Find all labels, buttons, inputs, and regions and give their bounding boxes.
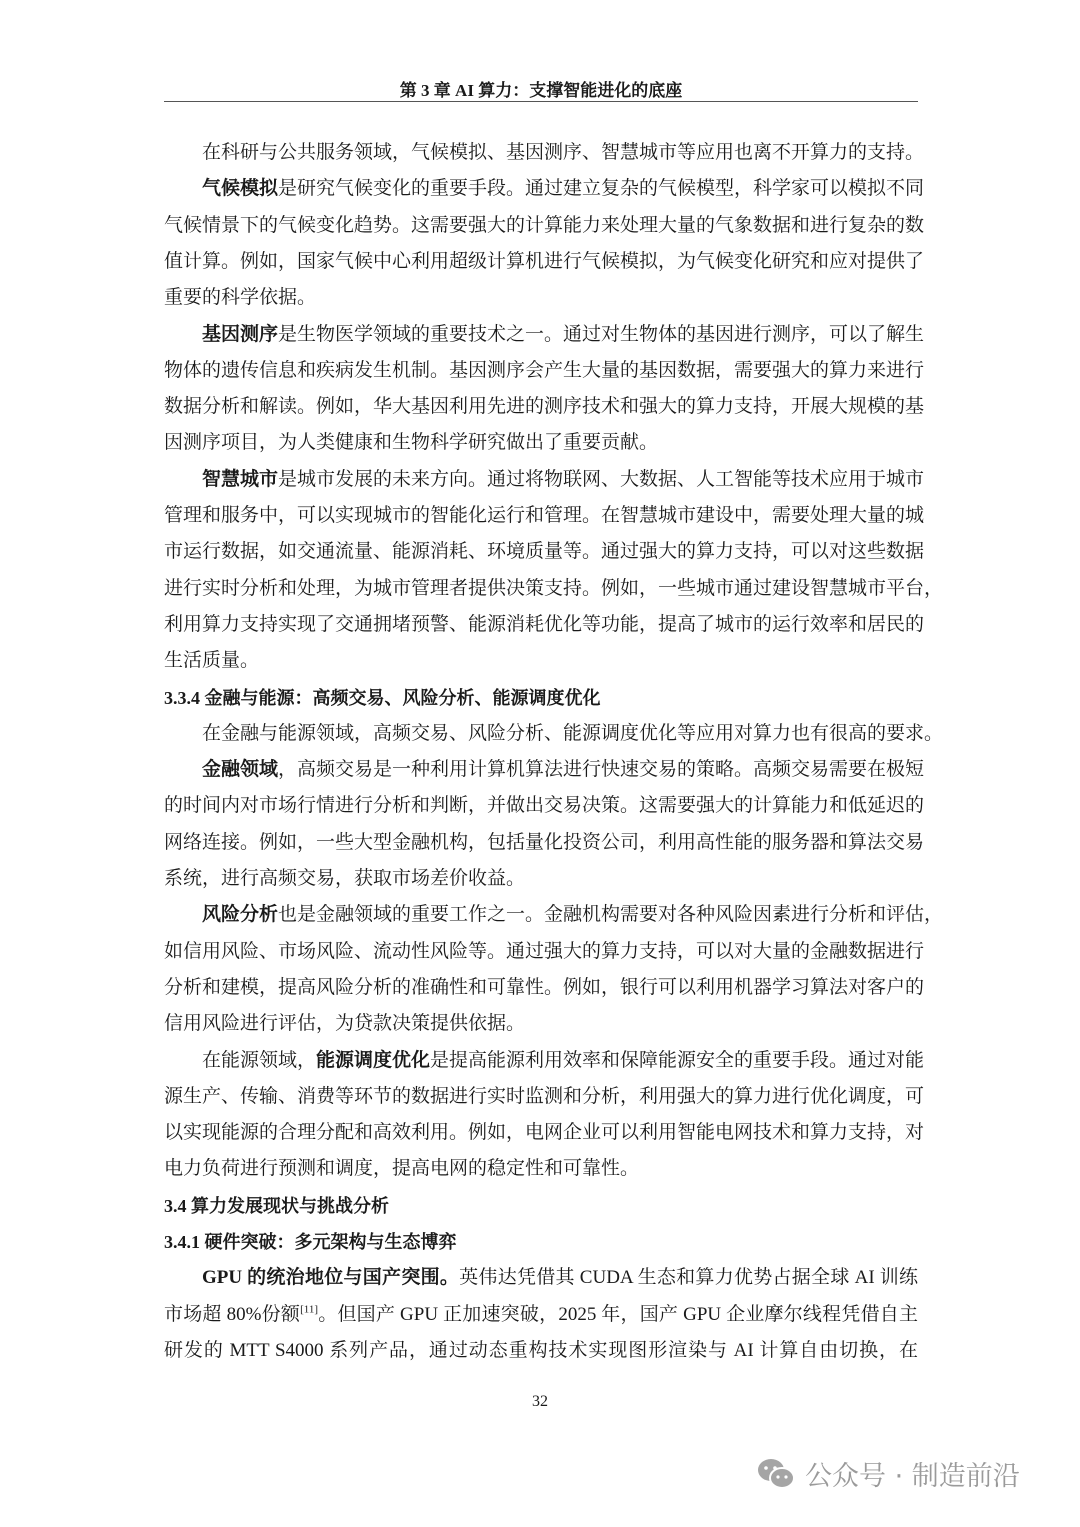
text-line <box>164 577 944 601</box>
text-line <box>202 903 944 927</box>
text-line <box>164 976 925 1000</box>
text-segment: 源生产、传输、消费等环节的数据进行实时监测和分析，利用强大的算力进行优化调度，可 <box>164 1085 925 1107</box>
text-segment: 。但国产 GPU 正加速突破，2025 年，国产 GPU 企业摩尔线程凭借自主 <box>318 1303 919 1325</box>
text-segment: 研发的 MTT S4000 系列产品，通过动态重构技术实现图形渲染与 AI 计算自由切换，在 <box>164 1339 918 1361</box>
text-line <box>164 286 918 310</box>
text-segment: 市运行数据，如交通流量、能源消耗、环境质量等。通过强大的算力支持，可以对这些数据 <box>164 541 925 563</box>
text-line <box>164 359 925 383</box>
text-segment: 在能源领域， <box>202 1049 317 1071</box>
header-rule <box>164 101 918 102</box>
text-line <box>164 831 925 855</box>
text-segment: 生活质量。 <box>164 650 260 672</box>
text-line <box>202 141 925 165</box>
section-heading <box>164 1230 918 1254</box>
text-line <box>202 722 944 746</box>
watermark-text: 公众号 · 制造前沿 <box>805 1461 1020 1492</box>
text-line <box>164 504 925 528</box>
text-segment: 是城市发展的未来方向。通过将物联网、大数据、人工智能等技术应用于城市 <box>278 468 925 490</box>
text-segment: 网络连接。例如，一些大型金融机构，包括量化投资公司，利用高性能的服务器和算法交易 <box>164 831 925 853</box>
text-line <box>202 758 925 782</box>
text-line <box>164 1339 918 1363</box>
text-segment: 英伟达凭借其 CUDA 生态和算力优势占据全球 AI 训练 <box>459 1267 918 1289</box>
text-segment: 气候情景下的气候变化趋势。这需要强大的计算能力来处理大量的气象数据和进行复杂的数 <box>164 214 925 236</box>
text-segment: 电力负荷进行预测和调度，提高电网的稳定性和可靠性。 <box>164 1158 640 1180</box>
text-line <box>202 1049 925 1073</box>
bold-term: 风险分析 <box>202 904 279 926</box>
text-line <box>164 214 925 238</box>
section-heading <box>164 686 918 710</box>
text-segment: 是生物医学领域的重要技术之一。通过对生物体的基因进行测序，可以了解生 <box>278 323 925 345</box>
wechat-icon <box>757 1458 795 1490</box>
text-line <box>164 794 925 818</box>
text-segment: 如信用风险、市场风险、流动性风险等。通过强大的算力支持，可以对大量的金融数据进行 <box>164 940 925 962</box>
text-segment: 物体的遗传信息和疾病发生机制。基因测序会产生大量的基因数据，需要强大的算力来进行 <box>164 359 925 381</box>
text-line <box>164 940 925 964</box>
section-heading <box>164 1194 918 1218</box>
text-line <box>164 540 925 564</box>
text-line <box>164 250 925 274</box>
text-segment: 数据分析和解读。例如，华大基因利用先进的测序技术和强大的算力支持，开展大规模的基 <box>164 396 925 418</box>
watermark <box>757 1454 1020 1493</box>
text-segment: 利用算力支持实现了交通拥堵预警、能源消耗优化等功能，提高了城市的运行效率和居民的 <box>164 613 925 635</box>
text-segment: 系统，进行高频交易，获取市场差价收益。 <box>164 868 526 889</box>
text-line <box>164 613 925 637</box>
text-line <box>164 395 925 419</box>
bold-term: 金融领域 <box>202 759 279 781</box>
text-segment: 在金融与能源领域，高频交易、风险分析、能源调度优化等应用对算力也有很高的要求。 <box>202 722 944 744</box>
text-line <box>164 1157 918 1181</box>
text-line <box>202 468 925 492</box>
text-segment: 管理和服务中，可以实现城市的智能化运行和管理。在智慧城市建设中，需要处理大量的城 <box>164 505 925 526</box>
text-line <box>202 323 925 347</box>
text-segment: 信用风险进行评估，为贷款决策提供依据。 <box>164 1013 526 1035</box>
citation-ref: [11] <box>300 1303 319 1316</box>
text-line <box>164 1085 925 1109</box>
text-line <box>164 1012 918 1036</box>
text-segment: 是研究气候变化的重要手段。通过建立复杂的气候模型，科学家可以模拟不同 <box>278 178 925 200</box>
text-segment: 值计算。例如，国家气候中心利用超级计算机进行气候模拟，为气候变化研究和应对提供了 <box>164 250 925 272</box>
page-number: 32 <box>532 1393 548 1410</box>
text-segment: ，高频交易是一种利用计算机算法进行快速交易的策略。高频交易需要在极短 <box>278 759 925 781</box>
bold-term: 智慧城市 <box>202 468 279 490</box>
text-segment: 3.4 算力发展现状与挑战分析 <box>164 1195 389 1216</box>
text-segment: 3.3.4 金融与能源：高频交易、风险分析、能源调度优化 <box>164 687 601 708</box>
text-line <box>164 1121 925 1145</box>
text-segment: 也是金融领域的重要工作之一。金融机构需要对各种风险因素进行分析和评估， <box>278 904 944 926</box>
text-segment: 的时间内对市场行情进行分析和判断，并做出交易决策。这需要强大的计算能力和低延迟的 <box>164 795 925 817</box>
text-line <box>164 649 918 673</box>
bold-term: 基因测序 <box>202 323 279 345</box>
text-line <box>202 1266 918 1290</box>
text-line <box>164 431 918 455</box>
text-segment: 以实现能源的合理分配和高效利用。例如，电网企业可以利用智能电网技术和算力支持，对 <box>164 1122 925 1144</box>
text-segment: 因测序项目，为人类健康和生物科学研究做出了重要贡献。 <box>164 432 659 454</box>
bold-term: 气候模拟 <box>202 178 279 200</box>
chapter-header: 第 3 章 AI 算力：支撑智能进化的底座 <box>399 81 683 100</box>
text-segment: 在科研与公共服务领域，气候模拟、基因测序、智慧城市等应用也离不开算力的支持。 <box>202 142 925 163</box>
text-segment: 3.4.1 硬件突破：多元架构与生态博弈 <box>164 1232 457 1252</box>
text-segment: 是提高能源利用效率和保障能源安全的重要手段。通过对能 <box>430 1049 925 1071</box>
text-segment: 重要的科学依据。 <box>164 287 317 309</box>
text-segment: 分析和建模，提高风险分析的准确性和可靠性。例如，银行可以利用机器学习算法对客户的 <box>164 976 925 998</box>
bold-term: 能源调度优化 <box>316 1049 431 1071</box>
bold-term: GPU 的统治地位与国产突围。 <box>202 1267 460 1289</box>
text-segment: 进行实时分析和处理，为城市管理者提供决策支持。例如，一些城市通过建设智慧城市平台， <box>164 577 944 599</box>
text-line <box>164 867 918 891</box>
text-line <box>202 177 925 201</box>
text-segment: 市场超 80%份额 <box>164 1303 301 1325</box>
text-line <box>164 1303 918 1327</box>
